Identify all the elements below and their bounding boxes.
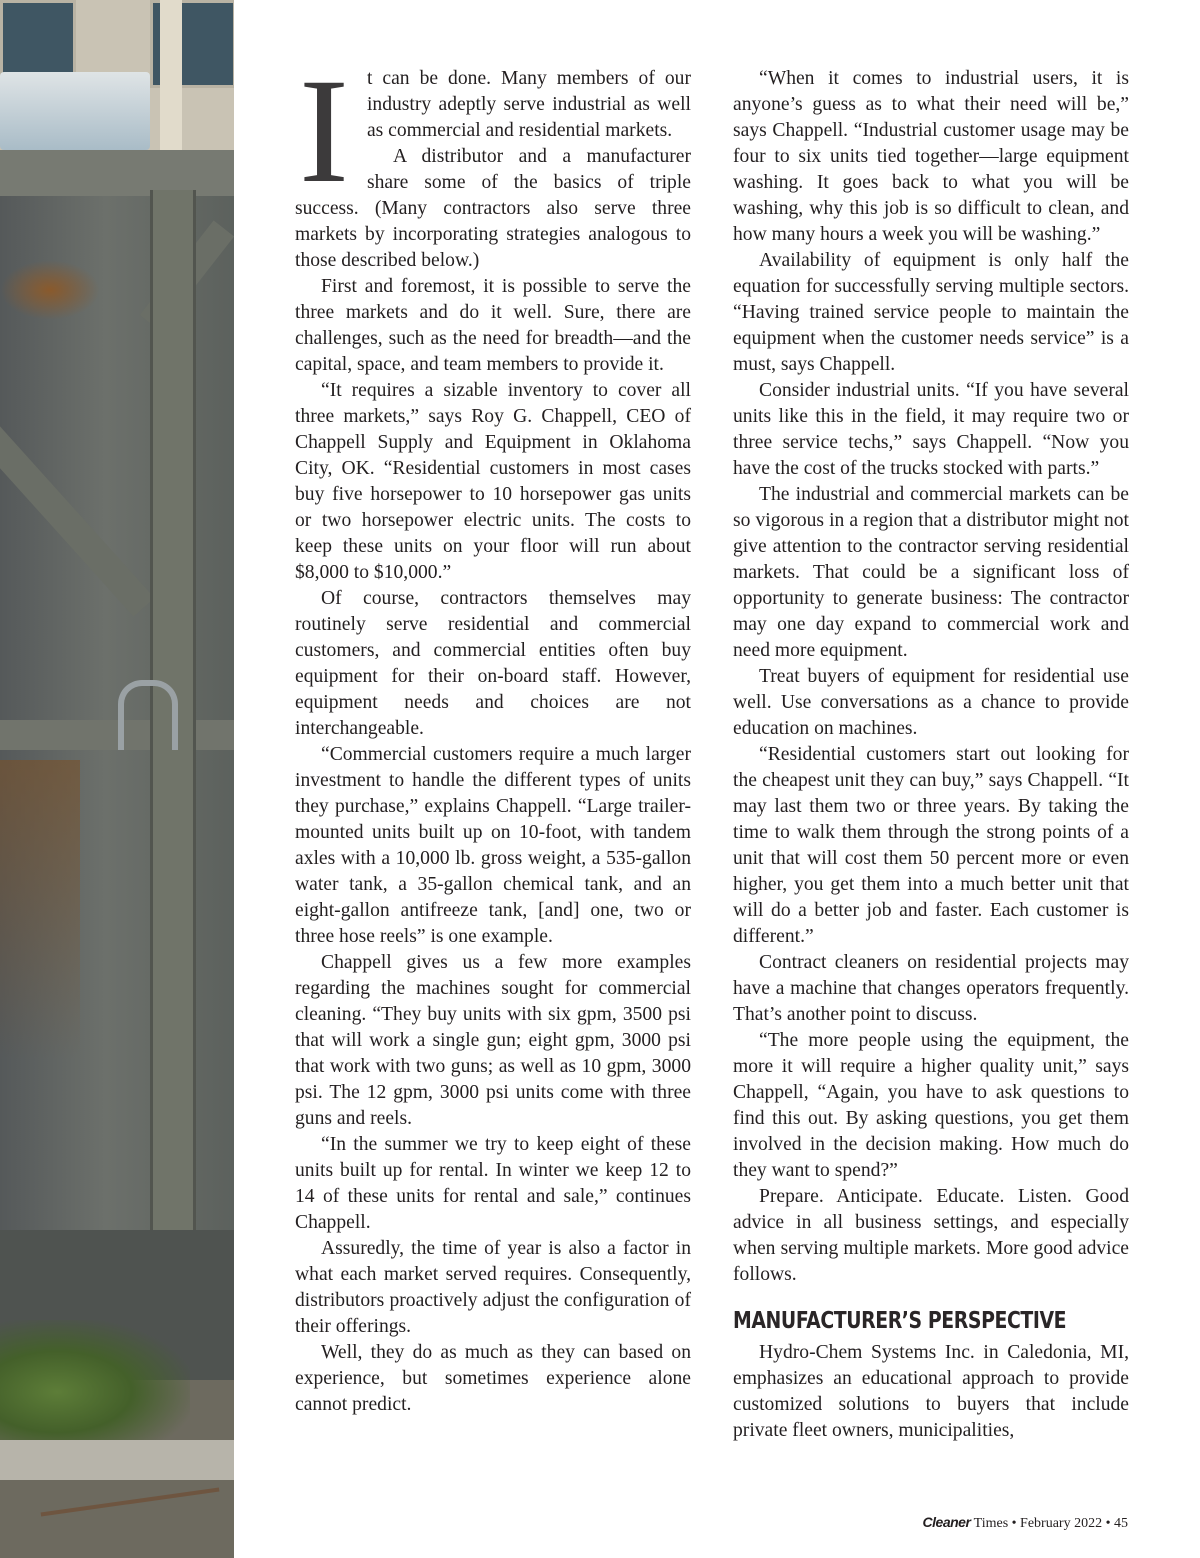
article-column-left: [295, 48, 691, 1418]
article-paragraph: Hydro-Chem Systems Inc. in Caledonia, MI, emphasizes an educational approach to provide customized solutions to buyers that include private fleet owners, municipalities,: [733, 1342, 1129, 1441]
article-paragraph: Consider industrial units. “If you have several units like this in the field, it may require two or three service techs,” says Chappell. “Now you have the cost of the trucks stocked with parts.”: [733, 380, 1129, 479]
article-paragraph: A distributor and a manufacturer share some of the basics of triple success. (Many contractors also serve three markets by incorporating strategies analogous to those described below.): [295, 146, 691, 271]
photo-gate-top-bar: [0, 150, 234, 196]
article-paragraph: “Commercial customers require a much larger investment to handle the different types of units they purchase,” explains Chappell. “Large trailer-mounted units built up on 10-foot, with tandem axles with a 10,000 lb. gross weight, a 535-gallon water tank, a 35-gallon chemical tank, and an eight-gallon antifreeze tank, [and] one, two or three hose reels” is one example.: [295, 744, 691, 947]
photo-gate-handle: [118, 680, 178, 750]
article-paragraph: Assuredly, the time of year is also a factor in what each market served requires. Consequently, distributors proactively adjust the configuration of their offerings.: [295, 1238, 691, 1337]
photo-rust-streak: [0, 760, 80, 1060]
article-column-right: [733, 66, 1129, 1444]
article-paragraph: Treat buyers of equipment for residential use well. Use conversations as a chance to provide education on machines.: [733, 666, 1129, 739]
photo-wrapped-bundle: [0, 72, 150, 150]
footer-issue-page: Times • February 2022 • 45: [970, 1516, 1128, 1531]
drop-cap: I: [299, 48, 349, 214]
article-paragraph: “It requires a sizable inventory to cover all three markets,” says Roy G. Chappell, CEO of Chappell Supply and Equipment in Oklahoma City, OK. “Residential customers in most cases buy five horsepower to 10 horsepower gas units or two horsepower electric units. The costs to keep these units on your floor will run about $8,000 to $10,000.”: [295, 380, 691, 583]
article-paragraph: Well, they do as much as they can based on experience, but sometimes experience alone cannot predict.: [295, 1342, 691, 1415]
magazine-brand: Cleaner: [922, 1514, 971, 1530]
photo-curb: [0, 1440, 234, 1480]
article-paragraph: “Residential customers start out looking for the cheapest unit they can buy,” says Chappell. “It may last them two or three years. By taking the time to walk them through the strong points of a unit that will cost them 50 percent more or even higher, you get them into a much better unit that will do a better job and faster. Each customer is different.”: [733, 744, 1129, 947]
photo-rust-patch: [0, 260, 100, 320]
section-subheading: MANUFACTURER’S PERSPECTIVE: [733, 1308, 1067, 1334]
photo-grass: [0, 1320, 190, 1440]
article-paragraph: Contract cleaners on residential projects may have a machine that changes operators frequently. That’s another point to discuss.: [733, 952, 1129, 1025]
article-paragraph: The industrial and commercial markets can be so vigorous in a region that a distributor might not give attention to the contractor serving residential markets. That could be a significant loss of opportunity to generate business: The contractor may one day expand to commercial work and need more equipment.: [733, 484, 1129, 661]
page-footer: [923, 1514, 1128, 1532]
article-paragraph: First and foremost, it is possible to serve the three markets and do it well. Sure, there are challenges, such as the need for breadth—and the capital, space, and team members to provide it.: [295, 276, 691, 375]
article-paragraph: Prepare. Anticipate. Educate. Listen. Good advice in all business settings, and especially when serving multiple markets. More good advice follows.: [733, 1186, 1129, 1285]
photo-gate-middle-bar: [0, 720, 234, 750]
article-paragraph: Chappell gives us a few more examples regarding the machines sought for commercial cleaning. “They buy units with six gpm, 3500 psi that will work a single gun; eight gpm, 3000 psi that work with two guns; as well as 10 gpm, 3000 psi. The 12 gpm, 3000 psi units come with three guns and reels.: [295, 952, 691, 1129]
article-paragraph: Availability of equipment is only half the equation for successfully serving multiple sectors. “Having trained service people to maintain the equipment when the customer needs service” is a must, says Chappell.: [733, 250, 1129, 375]
article-paragraph: “When it comes to industrial users, it is anyone’s guess as to what their need will be,” says Chappell. “Industrial customer usage may be four to six units tied together—large equipment washing. It goes back to what you will be washing, why this job is so difficult to clean, and how many hours a week you will be washing.”: [733, 68, 1129, 245]
article-paragraph: “In the summer we try to keep eight of these units built up for rental. In winter we keep 12 to 14 of these units for rental and sale,” continues Chappell.: [295, 1134, 691, 1233]
article-paragraph: It can be done. Many members of our industry adeptly serve industrial as well as commercial and residential markets.: [295, 66, 691, 144]
article-paragraph: “The more people using the equipment, the more it will require a higher quality unit,” says Chappell, “Again, you have to ask questions to find this out. By asking questions, you get them involved in the decision making. How much do they want to spend?”: [733, 1030, 1129, 1181]
cover-photo-gate: [0, 0, 234, 1558]
article-paragraph: Of course, contractors themselves may routinely serve residential and commercial customers, and commercial entities often buy equipment for their on-board staff. However, equipment needs and choices are not interchangeable.: [295, 588, 691, 739]
